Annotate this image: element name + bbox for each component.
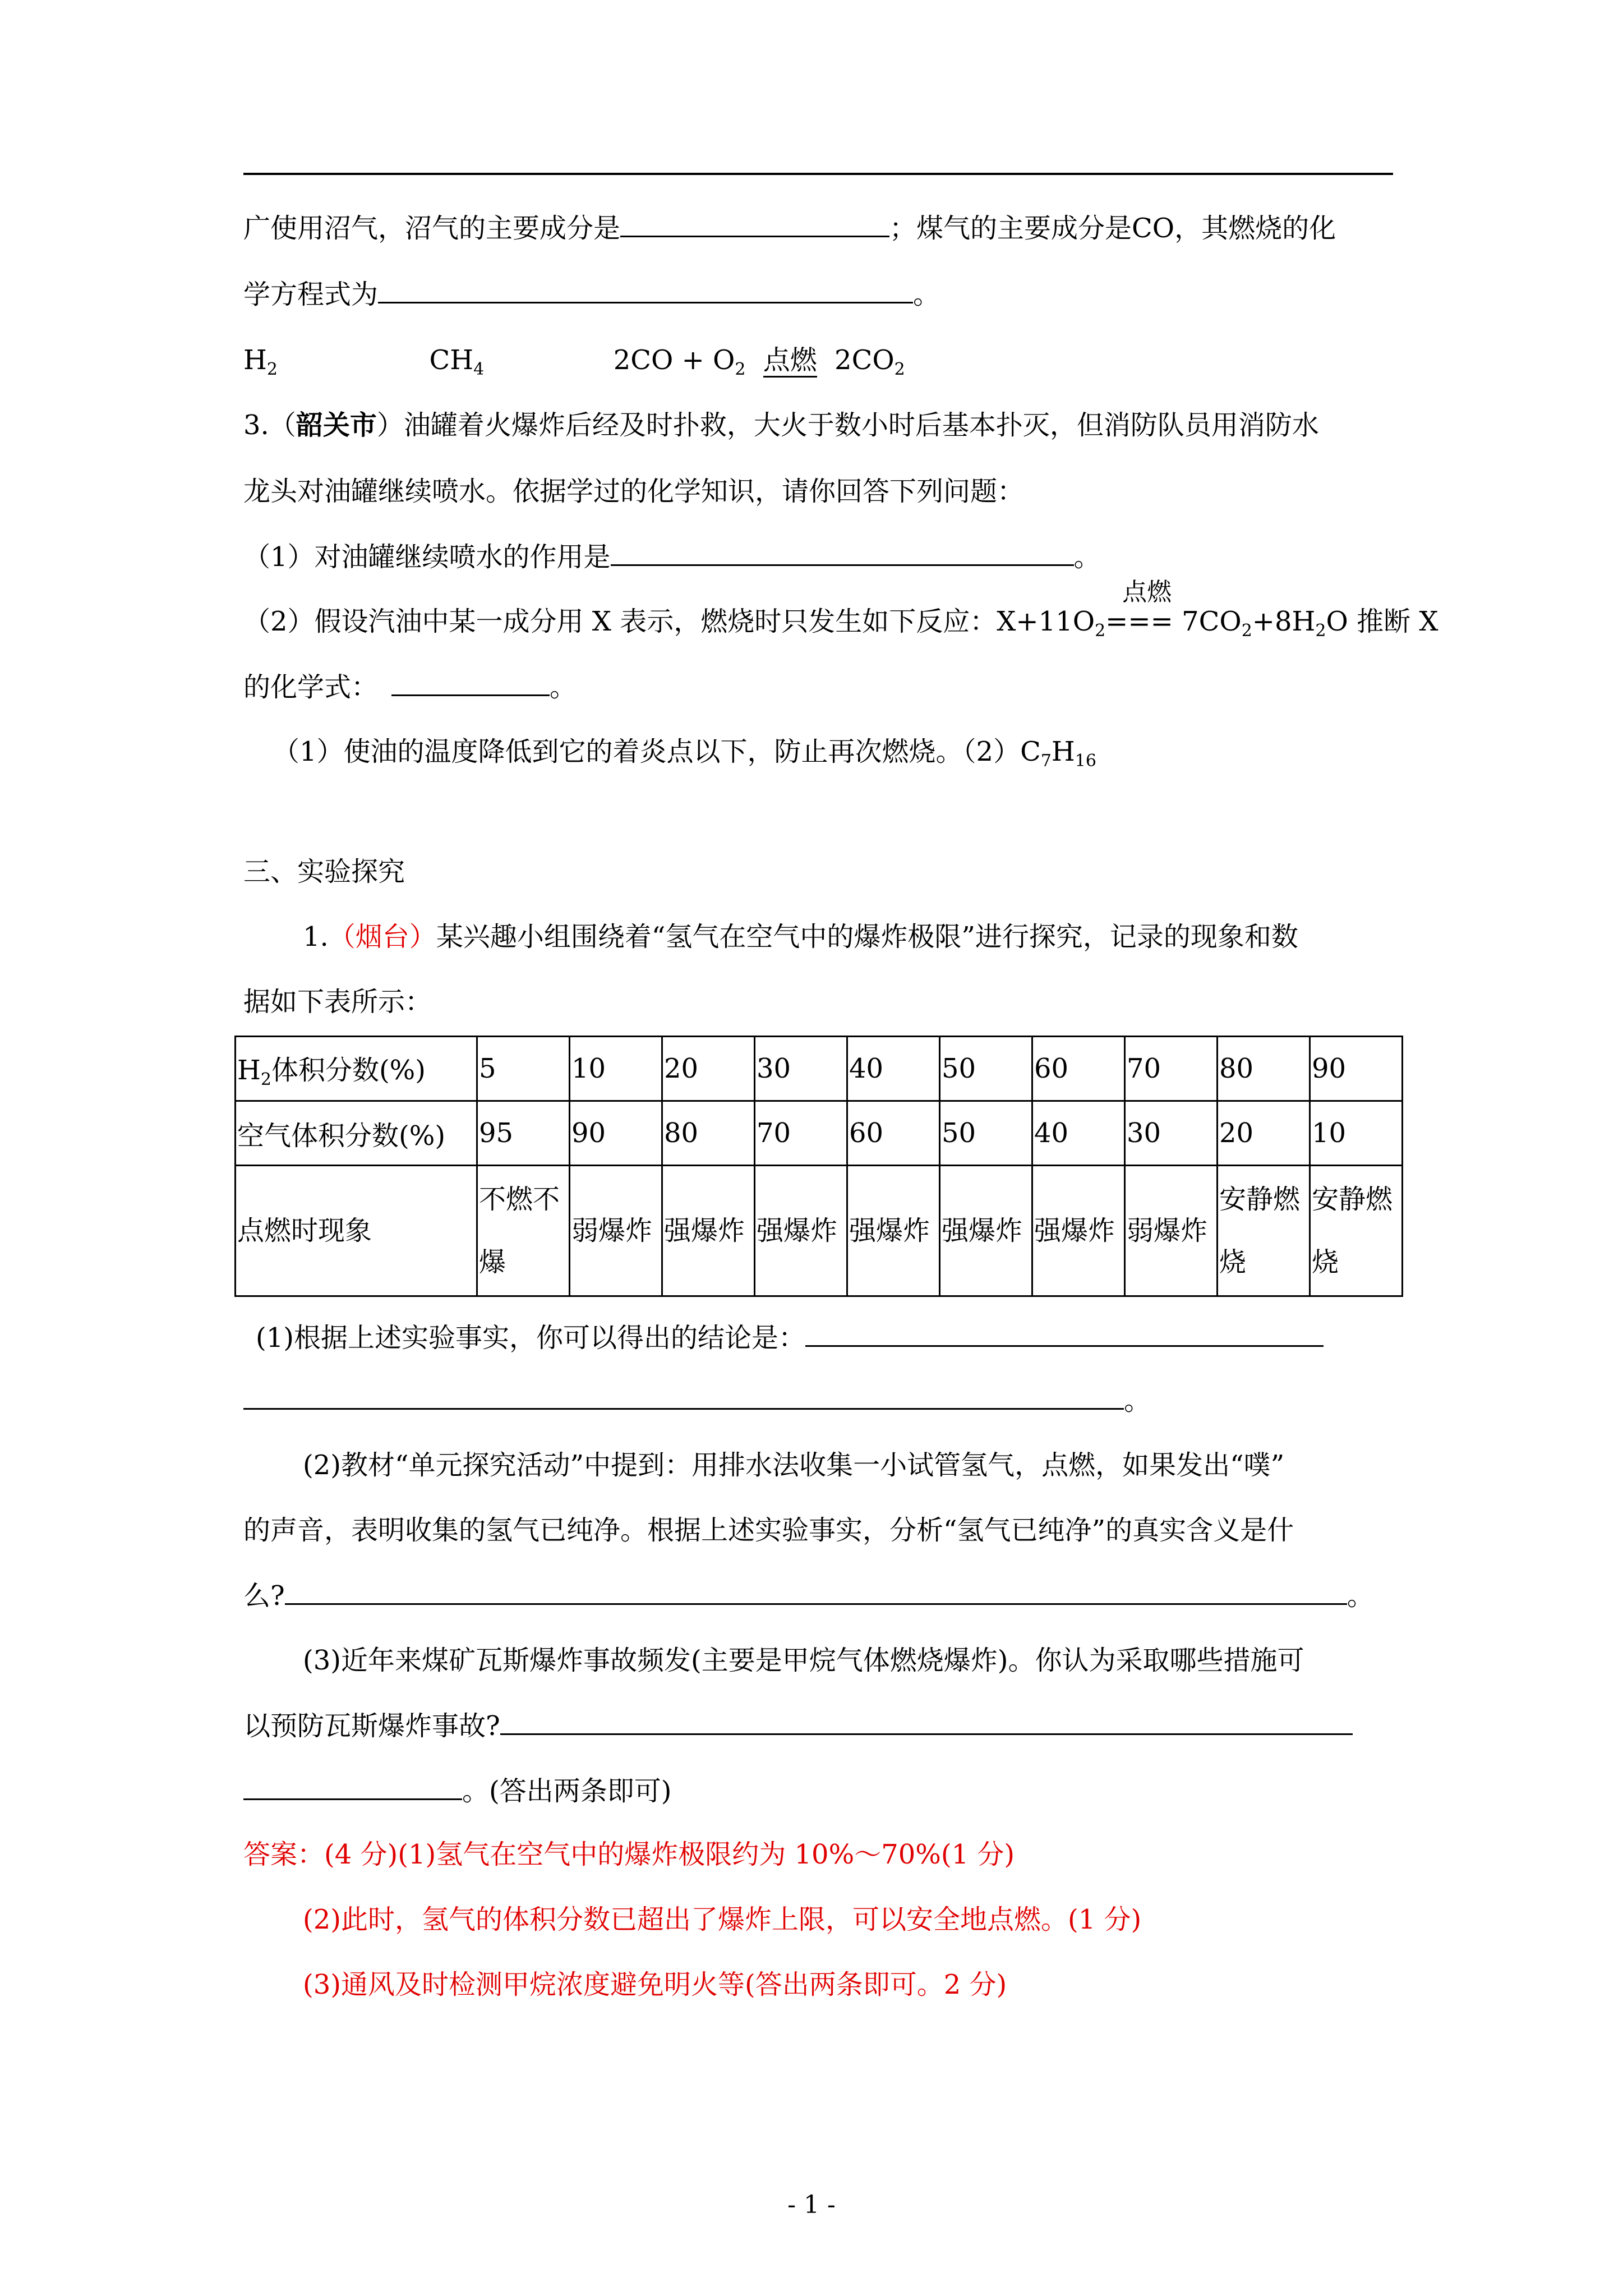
answer-formulas: $H_2$ $CH_4$ $2CO + O_2$ 点燃 $2CO_2$ <box>243 344 905 379</box>
table-cell: 强爆炸 <box>755 1166 847 1296</box>
table-cell: 50 <box>940 1101 1032 1166</box>
page-number: - 1 - <box>787 2191 836 2219</box>
table-cell: 强爆炸 <box>662 1166 755 1296</box>
question-p1: (1)根据上述实验事实，你可以得出的结论是： <box>256 1320 1324 1355</box>
answer-blank[interactable] <box>620 211 889 237</box>
table-cell: 不燃不爆 <box>477 1166 570 1296</box>
table-row <box>236 1101 1403 1166</box>
table-cell: 弱爆炸 <box>1125 1166 1218 1296</box>
table-cell: 弱爆炸 <box>570 1166 662 1296</box>
answer-line-2: (2)此时，氢气的体积分数已超出了爆炸上限，可以安全地点燃。(1 分) <box>303 1904 1142 1935</box>
answer-line-3: (3)通风及时检测甲烷浓度避免明火等(答出两条即可。2 分) <box>303 1969 1007 2000</box>
table-cell: 安静燃烧 <box>1310 1166 1403 1296</box>
question-3-line2: 龙头对油罐继续喷水。依据学过的化学知识，请你回答下列问题： <box>243 476 1025 507</box>
text-line: 广使用沼气，沼气的主要成分是 ；煤气的主要成分是CO，其燃烧的化 <box>243 211 1336 245</box>
table-cell: 90 <box>1310 1037 1403 1101</box>
data-table <box>234 1036 1403 1297</box>
table-cell: 70 <box>1125 1037 1218 1101</box>
table-cell: 60 <box>1032 1037 1125 1101</box>
table-row <box>236 1166 1403 1296</box>
table-header-cell: 点燃时现象 <box>236 1166 477 1296</box>
question-p3-line1: (3)近年来煤矿瓦斯爆炸事故频发(主要是甲烷气体燃烧爆炸)。你认为采取哪些措施可 <box>303 1645 1304 1676</box>
section-title: 三、实验探究 <box>243 856 405 887</box>
answer-blank[interactable] <box>611 540 1074 566</box>
table-cell: 20 <box>1218 1101 1310 1166</box>
question-p2-line3: 么? 。 <box>243 1579 1374 1613</box>
table-cell: 95 <box>477 1101 570 1166</box>
question-p3-line2: 以预防瓦斯爆炸事故? <box>243 1709 1353 1743</box>
question-p2-line1: (2)教材“单元探究活动”中提到：用排水法收集一小试管氢气，点燃，如果发出“噗” <box>303 1450 1285 1481</box>
table-cell: 10 <box>570 1037 662 1101</box>
question-3-answer: （1）使油的温度降低到它的着炎点以下，防止再次燃烧。$(2)C_7H_{16}$ <box>273 736 1096 771</box>
question-3-sub2: （2）假设汽油中某一成分用 X 表示，燃烧时只发生如下反应：$X+11O_2$ 点燃 === $7CO_2+8H_2O$ 推断 X <box>243 578 1438 641</box>
table-cell: 30 <box>1125 1101 1218 1166</box>
table-cell: 10 <box>1310 1101 1403 1166</box>
table-header-cell: $H_2$体积分数(%) <box>236 1037 477 1101</box>
experiment-q1-line2: 据如下表所示： <box>243 986 432 1018</box>
answer-blank[interactable] <box>805 1320 1324 1347</box>
table-header-cell: 空气体积分数(%) <box>236 1101 477 1166</box>
question-p3-line3: 。(答出两条即可) <box>243 1774 671 1808</box>
answer-blank[interactable] <box>285 1579 1347 1605</box>
table-cell: 50 <box>940 1037 1032 1101</box>
answer-blank[interactable] <box>243 1774 462 1800</box>
answer-blank[interactable] <box>391 670 550 696</box>
experiment-q1-line1: 1.（烟台）某兴趣小组围绕着“氢气在空气中的爆炸极限”进行探究，记录的现象和数 <box>303 921 1298 953</box>
table-cell: 90 <box>570 1101 662 1166</box>
question-p1-cont: 。 <box>243 1383 1151 1418</box>
question-3-sub1: （1）对油罐继续喷水的作用是 。 <box>243 540 1101 574</box>
question-3-line1: 3.（韶关市）油罐着火爆炸后经及时扑救，大火于数小时后基本扑灭，但消防队员用消防水 <box>243 409 1319 441</box>
table-cell: 强爆炸 <box>847 1166 940 1296</box>
header-rule <box>243 173 1393 175</box>
answer-blank[interactable] <box>243 1383 1124 1410</box>
table-cell: 5 <box>477 1037 570 1101</box>
table-cell: 20 <box>662 1037 755 1101</box>
table-cell: 40 <box>1032 1101 1125 1166</box>
table-cell: 40 <box>847 1037 940 1101</box>
table-cell: 安静燃烧 <box>1218 1166 1310 1296</box>
table-row <box>236 1037 1403 1101</box>
table-cell: 30 <box>755 1037 847 1101</box>
table-cell: 80 <box>662 1101 755 1166</box>
text-line: 学方程式为 。 <box>243 277 940 311</box>
answer-blank[interactable] <box>378 277 913 303</box>
answer-line-1: 答案：(4 分)(1)氢气在空气中的爆炸极限约为 10%～70%(1 分) <box>243 1839 1015 1870</box>
question-3-sub3: 的化学式： 。 <box>243 670 577 704</box>
table-cell: 70 <box>755 1101 847 1166</box>
question-p2-line2: 的声音，表明收集的氢气已纯净。根据上述实验事实，分析“氢气已纯净”的真实含义是什 <box>243 1515 1294 1546</box>
answer-blank[interactable] <box>500 1709 1353 1735</box>
table-cell: 60 <box>847 1101 940 1166</box>
table-cell: 80 <box>1218 1037 1310 1101</box>
table-cell: 强爆炸 <box>1032 1166 1125 1296</box>
table-cell: 强爆炸 <box>940 1166 1032 1296</box>
